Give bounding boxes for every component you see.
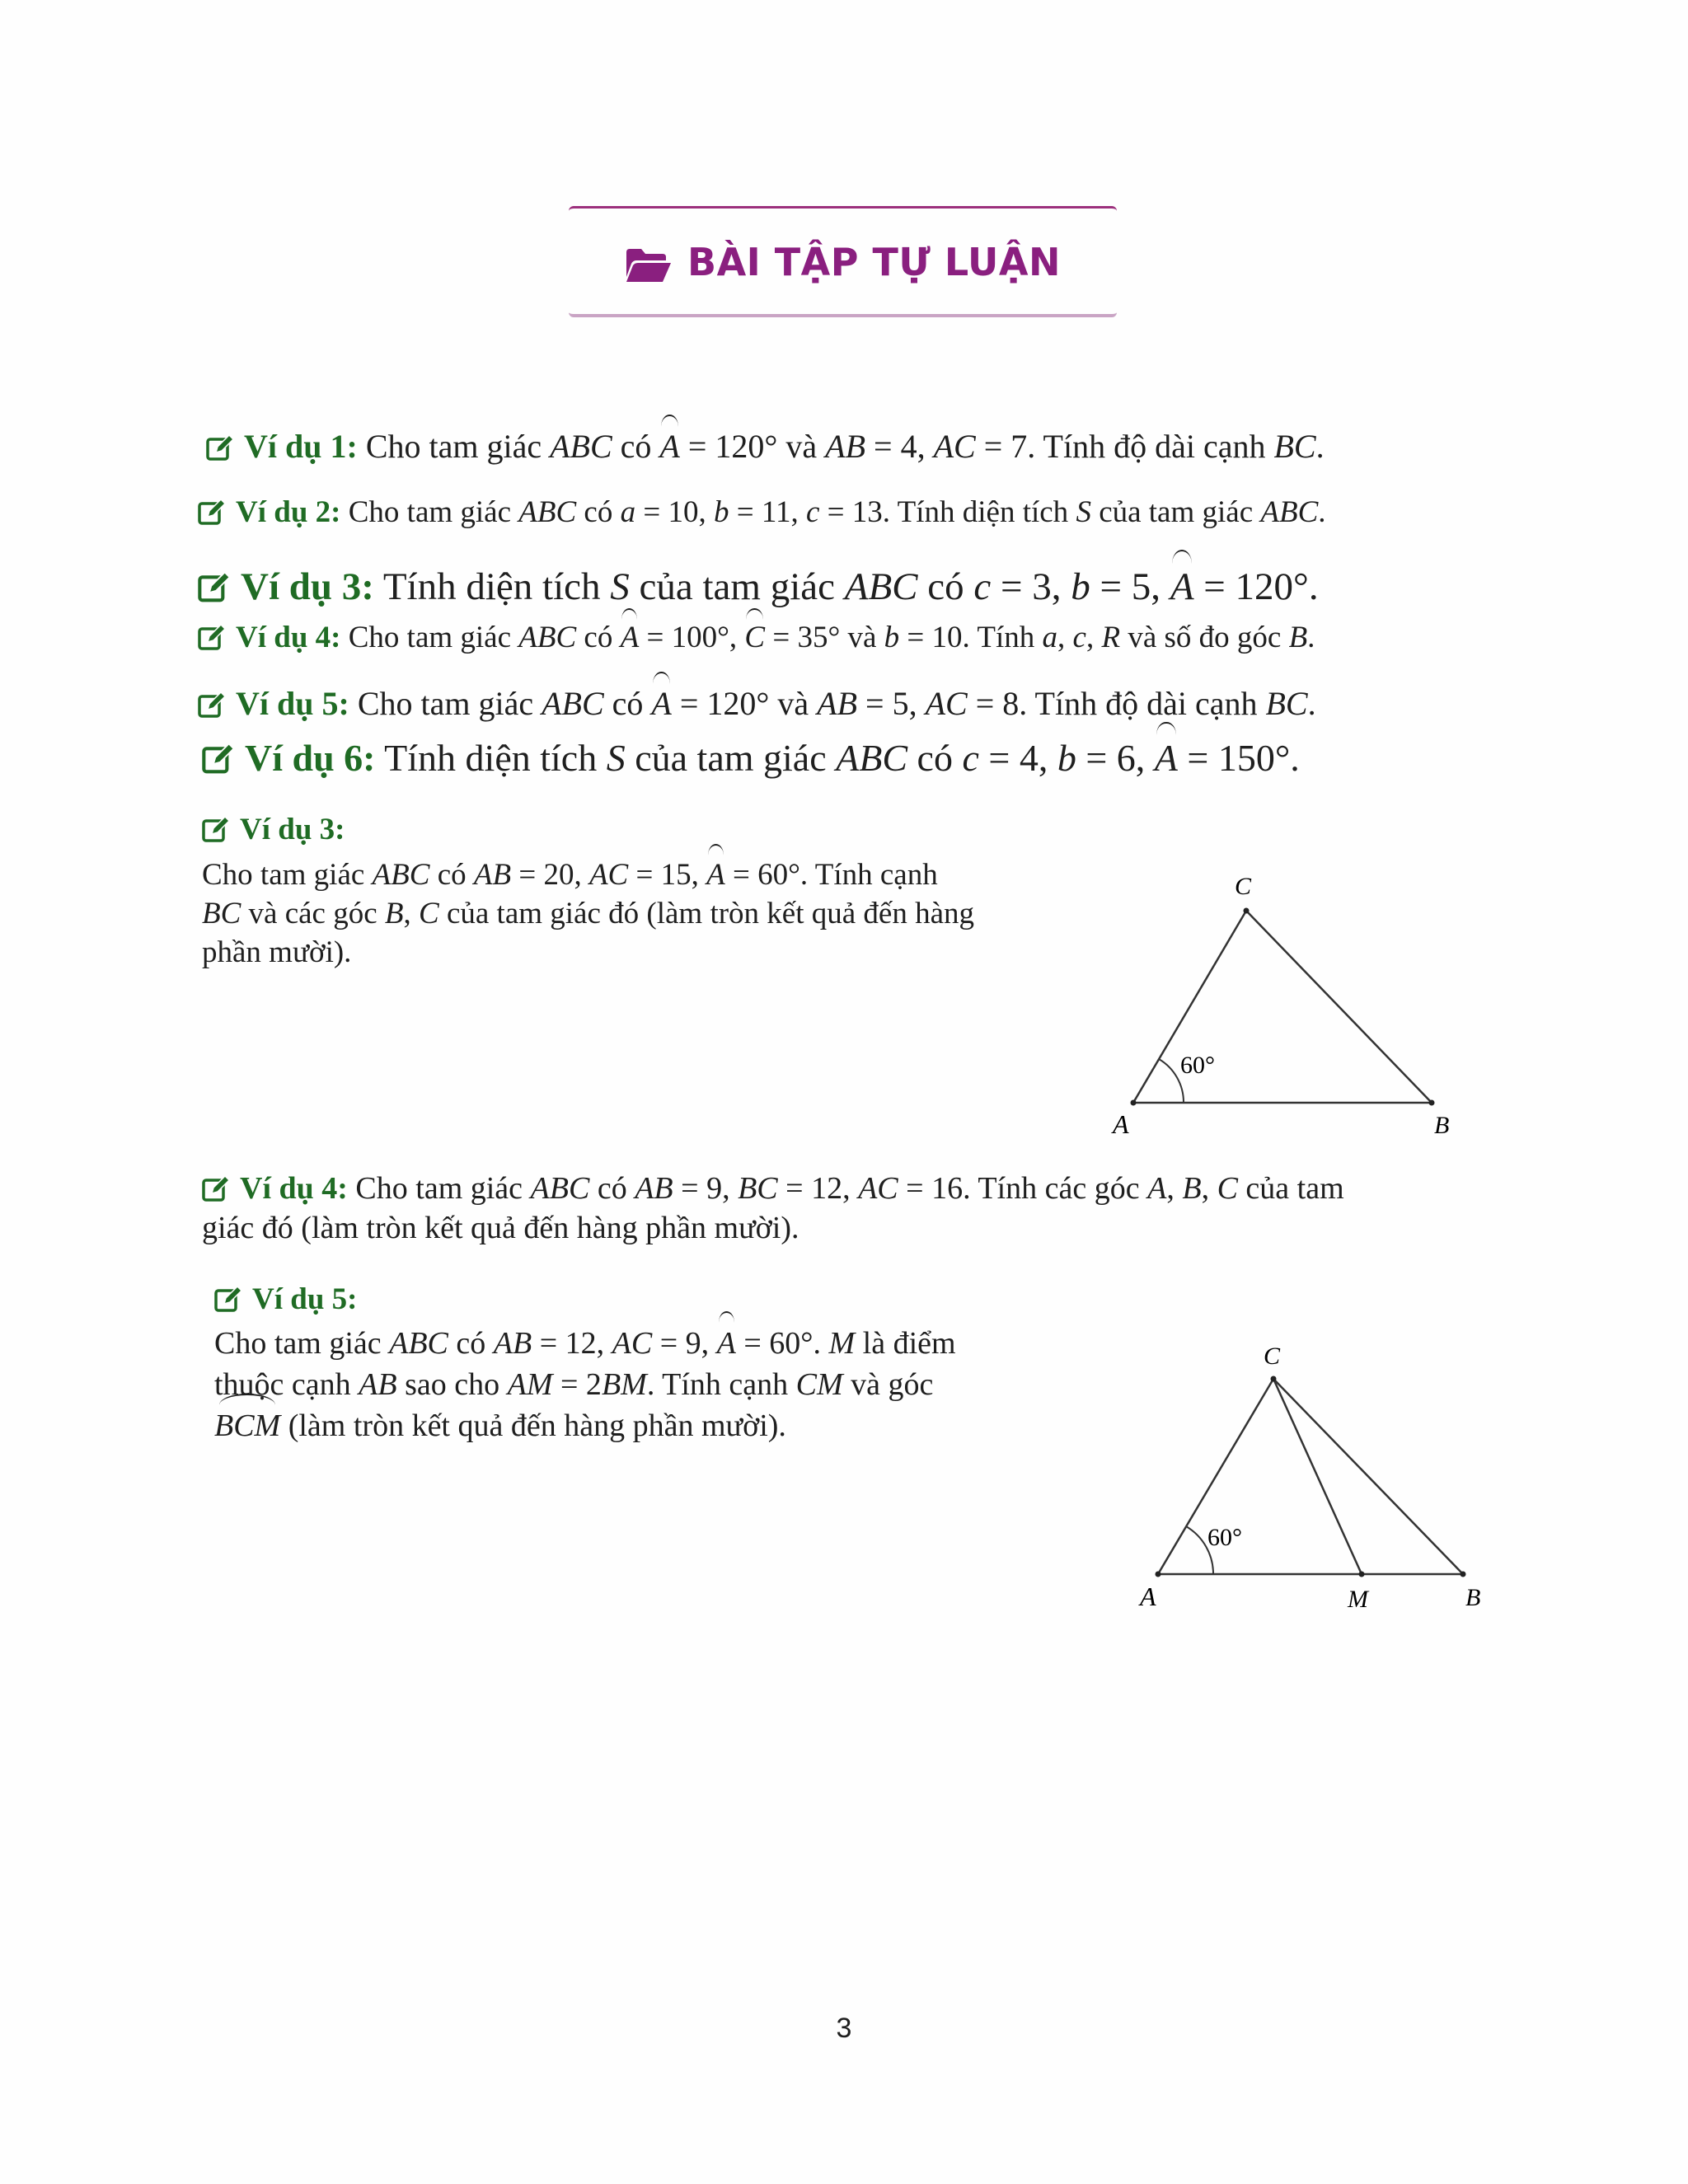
example-text: Cho tam giác ABC có A = 120° và AB = 4, AC = 7. Tính độ dài cạnh BC. <box>365 428 1325 465</box>
problem-a-text: Cho tam giác ABC có AB = 20, AC = 15, A = 60°. Tính cạnh BC và các góc B, C của tam giác đó (làm tròn kết quả đến hàng phần mười). <box>202 855 1076 972</box>
label-c: C <box>1264 1343 1281 1370</box>
vertex-a <box>1131 1100 1137 1106</box>
section-header <box>569 206 1117 317</box>
example-text: Cho tam giác ABC có A = 120° và AB = 5, AC = 8. Tính độ dài cạnh BC. <box>357 685 1316 722</box>
section-title: BÀI TẬP TỰ LUẬN <box>687 240 1061 284</box>
example-text: Cho tam giác ABC có a = 10, b = 11, c = 13. Tính diện tích S của tam giác ABC. <box>348 495 1326 529</box>
example-label: Ví dụ 5: <box>236 685 349 722</box>
label-a: A <box>1140 1582 1156 1611</box>
example-1 <box>206 427 1325 466</box>
angle-label: 60° <box>1207 1524 1242 1551</box>
pen-edit-icon <box>202 1175 232 1202</box>
example-label: Ví dụ 6: <box>245 737 376 779</box>
vertex-m <box>1359 1572 1365 1577</box>
label-c: C <box>1235 873 1252 900</box>
example-3 <box>198 565 1319 609</box>
pen-edit-icon <box>198 571 232 602</box>
triangle-figure-abcm <box>1125 1327 1496 1615</box>
problem-c-heading <box>214 1282 357 1317</box>
folder-open-icon <box>625 247 673 284</box>
problem-a-heading <box>202 812 345 847</box>
example-label: Ví dụ 4: <box>236 621 341 654</box>
triangle-figure-abc <box>1096 857 1467 1146</box>
pen-edit-icon <box>202 743 237 774</box>
example-label: Ví dụ 3: <box>241 565 374 608</box>
example-label: Ví dụ 1: <box>244 428 358 465</box>
problem-label: Ví dụ 4: <box>240 1171 348 1206</box>
pen-edit-icon <box>198 624 227 650</box>
page-number: 3 <box>836 2013 852 2044</box>
label-a: A <box>1113 1109 1129 1139</box>
vertex-c <box>1271 1376 1277 1382</box>
triangle-abc <box>1158 1379 1463 1574</box>
pen-edit-icon <box>198 499 227 525</box>
problem-label: Ví dụ 3: <box>240 813 345 846</box>
pen-edit-icon <box>206 434 236 461</box>
triangle-abc <box>1133 911 1432 1103</box>
vertex-a <box>1156 1572 1161 1577</box>
example-2 <box>198 494 1326 530</box>
example-6 <box>202 736 1300 780</box>
angle-label: 60° <box>1180 1052 1215 1079</box>
example-text: Tính diện tích S của tam giác ABC có c = 3, b = 5, A = 120°. <box>382 565 1319 608</box>
pen-edit-icon <box>198 691 227 718</box>
example-5 <box>198 684 1316 723</box>
problem-b: Ví dụ 4: Cho tam giác ABC có AB = 9, BC = 12, AC = 16. Tính các góc A, B, C của tam giác đó (làm tròn kết quả đến hàng phần mười). <box>202 1171 1344 1245</box>
vertex-b <box>1429 1100 1435 1106</box>
pen-edit-icon <box>214 1286 244 1312</box>
label-m: M <box>1348 1586 1368 1613</box>
pen-edit-icon <box>202 816 232 842</box>
example-label: Ví dụ 2: <box>236 495 341 529</box>
vertex-b <box>1461 1572 1466 1577</box>
example-text: Cho tam giác ABC có A = 100°, C = 35° và b = 10. Tính a, c, R và số đo góc B. <box>348 621 1315 654</box>
example-text: Tính diện tích S của tam giác ABC có c = 4, b = 6, A = 150°. <box>384 737 1300 779</box>
problem-c-text: Cho tam giác ABC có AB = 12, AC = 9, A = 60°. M là điểm thuộc cạnh AB sao cho AM = 2BM. Tính cạnh CM và góc BCM (làm tròn kết quả đến hàng phần mười). <box>214 1323 1096 1446</box>
label-b: B <box>1465 1584 1481 1611</box>
label-b: B <box>1434 1112 1450 1139</box>
segment-cm <box>1273 1379 1362 1574</box>
vertex-c <box>1244 908 1250 914</box>
problem-label: Ví dụ 5: <box>252 1282 358 1316</box>
example-4 <box>198 620 1315 655</box>
